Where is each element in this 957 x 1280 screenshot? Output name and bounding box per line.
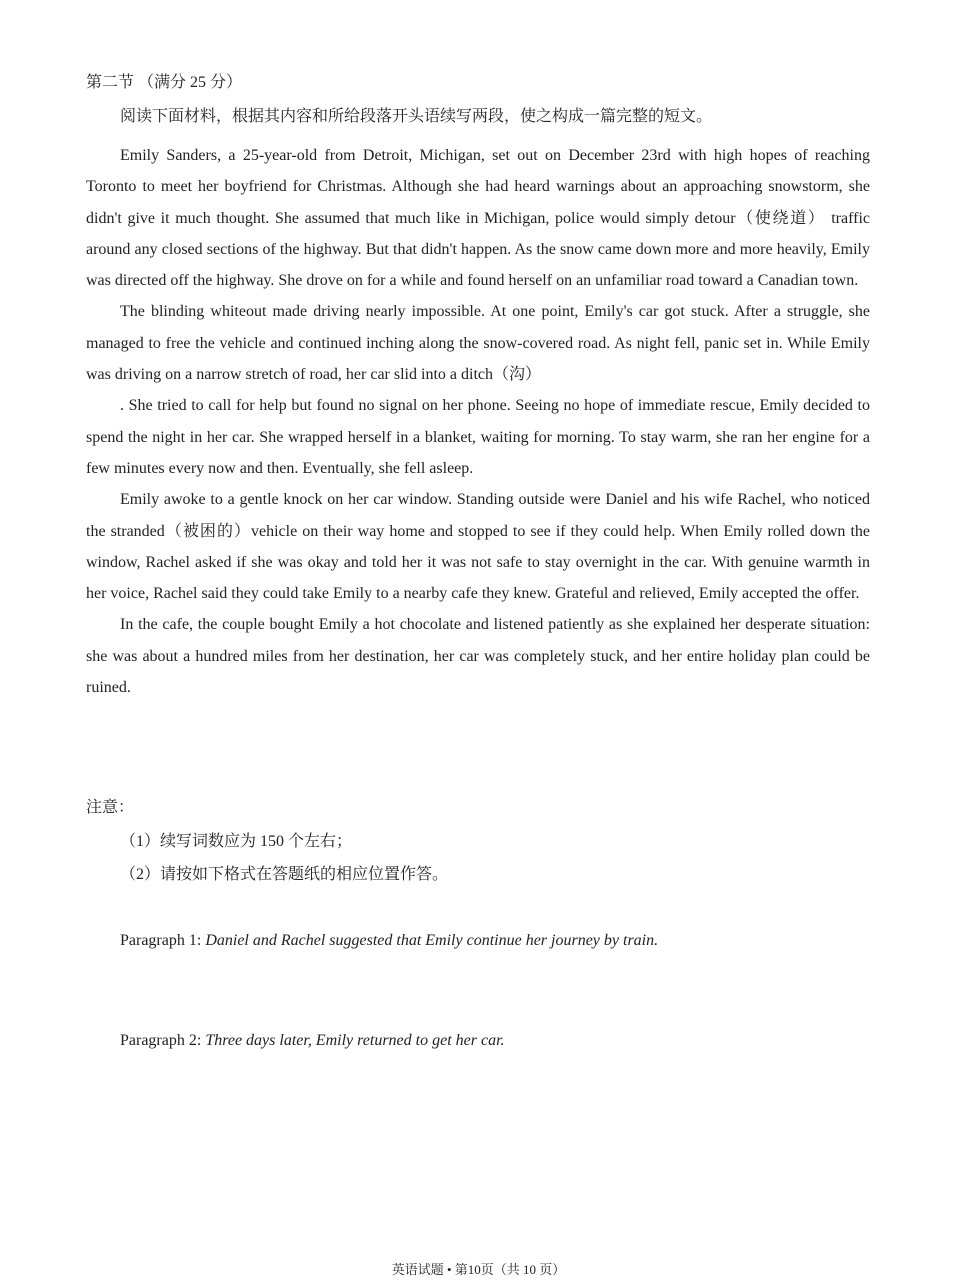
- note-item-2: （2）请按如下格式在答题纸的相应位置作答。: [120, 866, 449, 883]
- reading-passage: [86, 140, 870, 703]
- notes-title: 注意：: [86, 799, 135, 816]
- passage-paragraph-3: . She tried to call for help but found no signal on her phone. Seeing no hope of immediate rescue, Emily decided to spend the night in her car. She wrapped herself in a blanket, waiting for morning. To stay warm, she ran her engine for a few minutes every now and then. Eventually, she fell asleep.: [86, 397, 870, 477]
- section-heading: 第二节 （满分 25 分）: [86, 74, 243, 91]
- paragraph-2-prompt: [120, 1030, 505, 1052]
- passage-paragraph-4: Emily awoke to a gentle knock on her car window. Standing outside were Daniel and his wife Rachel, who noticed the stranded（被困的）vehicle on their way home and stopped to see if they could help. When Emily rolled down the window, Rachel asked if she was okay and told her it was not safe to stay overnight in the car. With genuine warmth in her voice, Rachel said they could take Emily to a nearby cafe they knew. Grateful and relieved, Emily accepted the offer.: [86, 491, 870, 603]
- paragraph-2-label: Paragraph 2:: [120, 1032, 206, 1049]
- paragraph-2-opening: Three days later, Emily returned to get her car.: [205, 1032, 505, 1049]
- passage-paragraph-2: The blinding whiteout made driving nearly impossible. At one point, Emily's car got stuck. After a struggle, she managed to free the vehicle and continued inching along the snow-covered road. As night fell, panic set in. While Emily was driving on a narrow stretch of road, her car slid into a ditch（沟）: [86, 303, 870, 384]
- note-item-1: （1）续写词数应为 150 个左右；: [120, 833, 353, 850]
- task-instruction: 阅读下面材料，根据其内容和所给段落开头语续写两段，使之构成一篇完整的短文。: [120, 108, 713, 125]
- passage-paragraph-1: Emily Sanders, a 25-year-old from Detroit, Michigan, set out on December 23rd with high hopes of reaching Toronto to meet her boyfriend for Christmas. Although she had heard warnings about an approaching snowstorm, she didn't give it much thought. She assumed that much like in Michigan, police would simply detour（使绕道） traffic around any closed sections of the highway. But that didn't happen. As the snow came down more and more heavily, Emily was directed off the highway. She drove on for a while and found herself on an unfamiliar road toward a Canadian town.: [86, 147, 870, 290]
- passage-paragraph-5: In the cafe, the couple bought Emily a hot chocolate and listened patiently as she explained her desperate situation: she was about a hundred miles from her destination, her car was completely stuck, and her entire holiday plan could be ruined.: [86, 616, 870, 697]
- paragraph-1-label: Paragraph 1:: [120, 932, 206, 949]
- page-footer: 英语试题 • 第10页（共 10 页）: [391, 1262, 566, 1277]
- paragraph-1-prompt: [120, 930, 658, 952]
- paragraph-1-opening: Daniel and Rachel suggested that Emily continue her journey by train.: [205, 932, 659, 949]
